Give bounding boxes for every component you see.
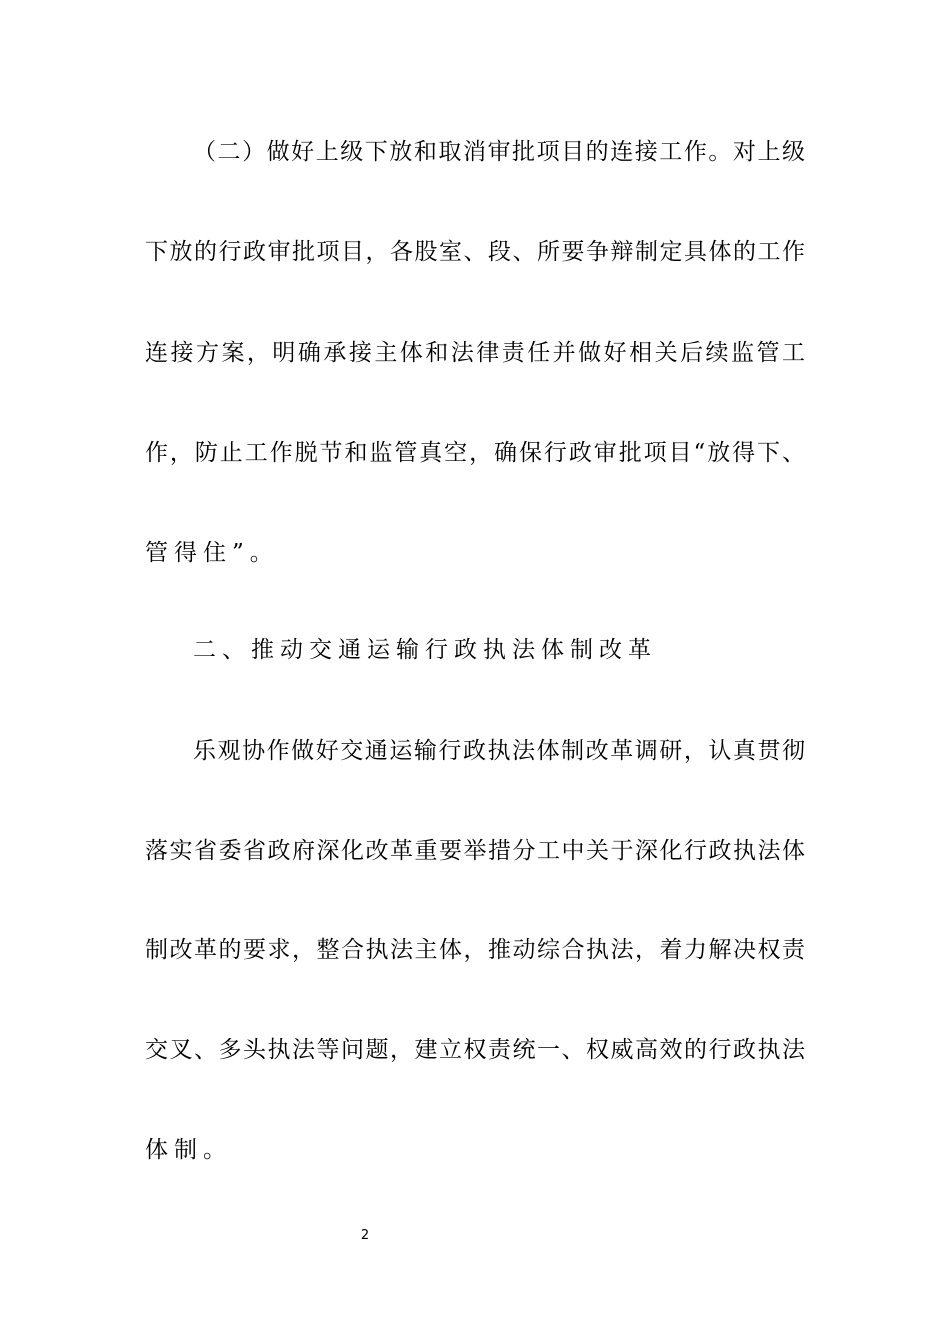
paragraph-2-line-3: 制改革的要求，整合执法主体，推动综合执法，着力解决权责 [145, 937, 805, 963]
paragraph-1-line-3: 连接方案，明确承接主体和法律责任并做好相关后续监管工 [145, 340, 805, 366]
paragraph-2-line-2: 落实省委省政府深化改革重要举措分工中关于深化行政执法体 [145, 838, 805, 864]
paragraph-2-line-1: 乐观协作做好交通运输行政执法体制改革调研，认真贯彻 [193, 738, 805, 764]
page-number: 2 [360, 1228, 370, 1243]
paragraph-2-line-4: 交叉、多头执法等问题，建立权责统一、权威高效的行政执法 [145, 1037, 805, 1063]
paragraph-1-line-1: （二）做好上级下放和取消审批项目的连接工作。对上级 [193, 139, 805, 165]
paragraph-1-line-5: 管得住”。 [145, 540, 279, 566]
paragraph-1-line-2: 下放的行政审批项目，各股室、段、所要争辩制定具体的工作 [145, 239, 805, 265]
section-heading: 二、推动交通运输行政执法体制改革 [193, 637, 657, 663]
paragraph-1-line-4: 作，防止工作脱节和监管真空，确保行政审批项目“放得下、 [145, 440, 805, 466]
paragraph-2-line-5: 体制。 [145, 1137, 232, 1163]
